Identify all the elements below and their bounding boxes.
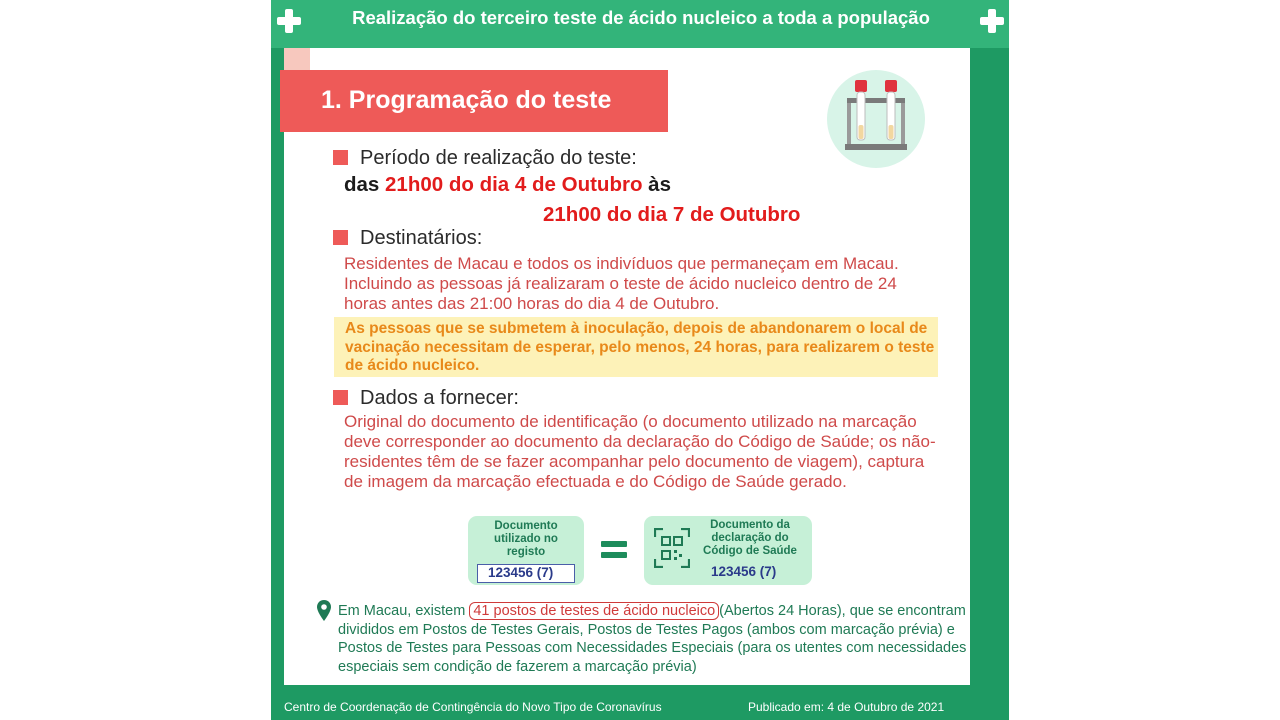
registration-code: 123456 (7) bbox=[488, 565, 554, 580]
map-pin-icon bbox=[317, 600, 331, 621]
period-end-time: 21h00 do dia 7 de Outubro bbox=[543, 203, 801, 226]
medical-cross-icon bbox=[277, 9, 301, 33]
health-code: 123456 (7) bbox=[711, 564, 777, 579]
documents-text: Original do documento de identificação (o documento utilizado na marcação deve corresponder ao documento da declaração do Código de Saúde; os não-residentes têm de se fazer acompanhar pelo documento de viagem), captura de imagem da marcação efectuada e do Código de Saúde gerado. bbox=[344, 412, 936, 491]
locations-prefix: Em Macau, existem bbox=[338, 603, 470, 619]
qr-code-icon bbox=[654, 528, 690, 568]
header-title: Realização do terceiro teste de ácido nucleico a toda a população bbox=[352, 7, 930, 28]
footer-organization: Centro de Coordenação de Contingência do Novo Tipo de Coronavírus bbox=[284, 700, 662, 714]
footer-published-date: Publicado em: 4 de Outubro de 2021 bbox=[748, 700, 945, 714]
recipients-heading: Destinatários: bbox=[360, 227, 483, 249]
poster bbox=[271, 0, 1009, 720]
period-start-time: 21h00 do dia 4 de Outubro bbox=[385, 173, 643, 196]
test-locations-text bbox=[338, 602, 968, 676]
period-heading: Período de realização do teste: bbox=[360, 147, 637, 169]
bullet-square-icon bbox=[333, 230, 348, 245]
card-fold-decoration bbox=[284, 48, 310, 70]
registration-document-label: Documento utilizado no registo bbox=[494, 520, 558, 558]
period-prefix: das bbox=[344, 173, 386, 196]
health-code-document-label: Documento da declaração do Código de Saúde bbox=[703, 519, 797, 557]
test-tubes-graphic bbox=[827, 70, 925, 168]
medical-cross-icon bbox=[980, 9, 1004, 33]
section-title: 1. Programação do teste bbox=[321, 86, 612, 114]
header-bar bbox=[271, 0, 1009, 48]
equals-sign bbox=[601, 541, 627, 559]
locations-details: (Abertos 24 Horas), que se encontram divididos em Postos de Testes Gerais, Postos de Testes Pagos (ambos com marcação prévia) e Postos de Testes para Pessoas com Necessidades Especiais (para os utentes com necessidades especiais sem condição de fazerem a marcação prévia) bbox=[338, 603, 967, 675]
footer bbox=[271, 692, 1009, 720]
documents-heading: Dados a fornecer: bbox=[360, 387, 519, 409]
period-suffix: às bbox=[642, 173, 671, 196]
period-start-line bbox=[344, 173, 671, 197]
test-tubes-icon bbox=[827, 70, 925, 168]
vaccination-notice: As pessoas que se submetem à inoculação, depois de abandonarem o local de vacinação necessitam de esperar, pelo menos, 24 horas, para realizarem o teste de ácido nucleico. bbox=[345, 320, 935, 374]
test-posts-count-badge: 41 postos de testes de ácido nucleico bbox=[469, 602, 719, 620]
bullet-square-icon bbox=[333, 150, 348, 165]
recipients-text: Residentes de Macau e todos os indivíduos que permaneçam em Macau. Incluindo as pessoas já realizaram o teste de ácido nucleico dentro de 24 horas antes das 21:00 horas do dia 4 de Outubro. bbox=[344, 254, 899, 313]
bullet-square-icon bbox=[333, 390, 348, 405]
